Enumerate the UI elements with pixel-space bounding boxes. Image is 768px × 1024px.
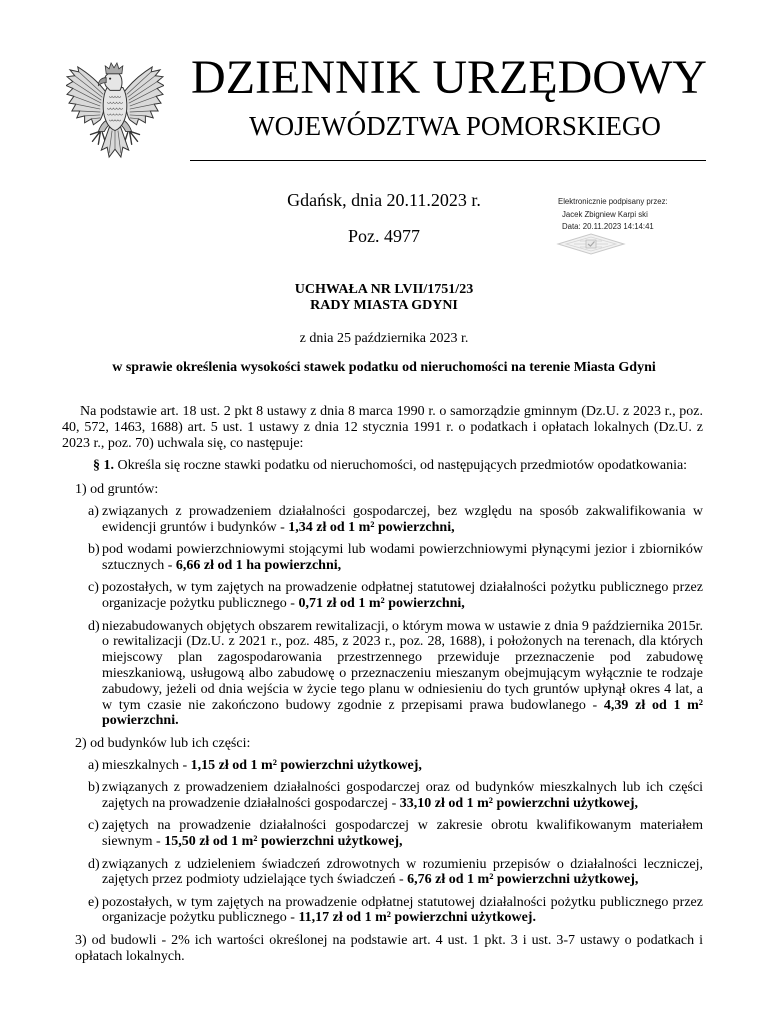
item-text [102,504,703,536]
item-label: d) [88,618,100,634]
item-label: a) [88,758,99,774]
item-description: niezabudowanych objętych obszarem rewitalizacji, o którym mowa w ustawie z dnia 9 października 2015r. o rewitalizacji (Dz.U. z 2021 r., poz. 485, z 2023 r., poz. 28, 1688), i położonych na terenach, dla których miejscowy plan zagospodarowania przestrzennego przewiduje przeznaczenie pod zabudowę mieszkaniową, usługową albo zabudowę o przeznaczeniu mieszanym obejmującym wyłącznie te rodzaje zabudowy, jeżeli od dnia wejścia w życie tego planu w odniesieniu do tych gruntów upłynął okres 4 lat, a w tym czasie nie zakończono budowy zgodnie z przepisami prawa budowlanego - [102,618,703,713]
item-description: związanych z prowadzeniem działalności gospodarczej, bez względu na sposób zakwalifikowania w ewidencji gruntów i budynków - [102,504,703,536]
resolution-number: UCHWAŁA NR LVII/1751/23 [294,282,474,297]
item-rate: 0,71 zł od 1 m² powierzchni, [298,596,465,612]
list-item [88,619,703,730]
point-label: 1) [75,481,87,497]
position-number: Poz. 4977 [348,226,420,246]
item-label: d) [88,856,100,872]
item-label: e) [88,894,99,910]
point-2 [62,736,703,752]
list-item [88,758,703,774]
item-rate: 33,10 zł od 1 m² powierzchni użytkowej, [399,796,639,812]
item-text [102,857,703,889]
item-text [102,818,703,850]
signature-date: Data: 20.11.2023 14:14:41 [562,222,654,231]
eagle-eye [109,78,111,80]
list-item [88,504,703,536]
list-item [88,818,703,850]
eagle-crown [105,63,123,74]
item-text [102,542,703,574]
item-rate: 4,39 zł od 1 m² powierzchni. [102,697,704,729]
point-text: od gruntów: [90,481,159,497]
list-item [88,857,703,889]
list-item [88,542,703,574]
journal-title: DZIENNIK URZĘDOWY [191,51,707,104]
resolution-body [62,404,703,964]
item-label: a) [88,504,99,520]
header-divider [190,160,706,161]
point-3 [62,933,703,965]
item-rate: 6,66 zł od 1 ha powierzchni, [175,558,342,574]
item-description: pod wodami powierzchniowymi stojącymi lub wodami powierzchniowymi płynącymi jezior i zbiorników sztucznych - [102,542,703,574]
paragraph-1 [62,458,703,474]
item-rate: 6,76 zł od 1 m² powierzchni użytkowej, [407,872,639,888]
item-label: b) [88,542,100,558]
item-description: pozostałych, w tym zajętych na prowadzenie odpłatnej statutowej działalności pożytku publicznego przez organizacje pożytku publicznego - [102,580,703,612]
item-text [102,895,703,927]
point-text: od budynków lub ich części: [90,735,251,751]
list-item [88,780,703,812]
preamble: Na podstawie art. 18 ust. 2 pkt 8 ustawy z dnia 8 marca 1990 r. o samorządzie gminnym (Dz.U. z 2023 r., poz. 40, 572, 1463, 1688) art. 5 ust. 1 ustawy z dnia 12 stycznia 1991 r. o podatkach i opłatach lokalnych (Dz.U. z 2023 r., poz. 70) uchwala się, co następuje: [62,404,703,451]
eagle-head [104,74,122,91]
item-description: pozostałych, w tym zajętych na prowadzenie odpłatnej statutowej działalności pożytku publicznego przez organizacje pożytku publicznego - [102,894,703,926]
item-rate: 11,17 zł od 1 m² powierzchni użytkowej. [298,910,536,926]
resolution-issuer: RADY MIASTA GDYNI [310,298,458,313]
item-text [102,780,703,812]
resolution-subject: w sprawie określenia wysokości stawek podatku od nieruchomości na terenie Miasta Gdyni [112,360,656,375]
seal-square [586,240,596,248]
point-label: 3) [75,932,87,948]
item-rate: 1,15 zł od 1 m² powierzchni użytkowej, [190,758,422,774]
journal-subtitle: WOJEWÓDZTWA POMORSKIEGO [249,111,661,141]
electronic-signature [558,196,758,234]
list-item [88,580,703,612]
list-item [88,895,703,927]
paragraph-text: Określa się roczne stawki podatku od nieruchomości, od następujących przedmiotów opodatkowania: [117,457,688,473]
item-label: c) [88,818,99,834]
item-label: c) [88,580,99,596]
item-description: zajętych na prowadzenie działalności gospodarczej w zakresie obrotu kwalifikowanym materiałem siewnym - [102,818,703,850]
item-description: związanych z udzieleniem świadczeń zdrowotnych w rozumieniu przepisów o działalności leczniczej, zajętych przez podmioty udzielające tych świadczeń - [102,856,703,888]
item-label: b) [88,780,100,796]
place-date: Gdańsk, dnia 20.11.2023 r. [287,190,481,210]
point-label: 2) [75,735,87,751]
point-2-items [88,758,703,926]
point-1-items [88,504,703,729]
item-description: mieszkalnych - [102,758,188,774]
item-rate: 15,50 zł od 1 m² powierzchni użytkowej, [164,834,403,850]
resolution-date: z dnia 25 października 2023 r. [299,331,469,346]
e-signature-seal-icon [556,233,626,255]
point-text: od budowli - 2% ich wartości określonej na podstawie art. 4 ust. 1 pkt. 3 i ust. 3-7 ustawy o podatkach i opłatach lokalnych. [75,932,703,964]
signature-label: Elektronicznie podpisany przez: [558,197,668,206]
signature-signer: Jacek Zbigniew Karpi ski [562,209,648,219]
item-description: związanych z prowadzeniem działalności gospodarczej oraz od budynków mieszkalnych lub ich części zajętych na prowadzenie działalności gospodarczej - [102,780,703,812]
point-1 [62,482,703,498]
item-rate: 1,34 zł od 1 m² powierzchni, [288,520,455,536]
paragraph-mark: § 1. [93,457,114,473]
item-text [102,580,703,612]
item-text [102,758,703,774]
item-text [102,619,703,730]
